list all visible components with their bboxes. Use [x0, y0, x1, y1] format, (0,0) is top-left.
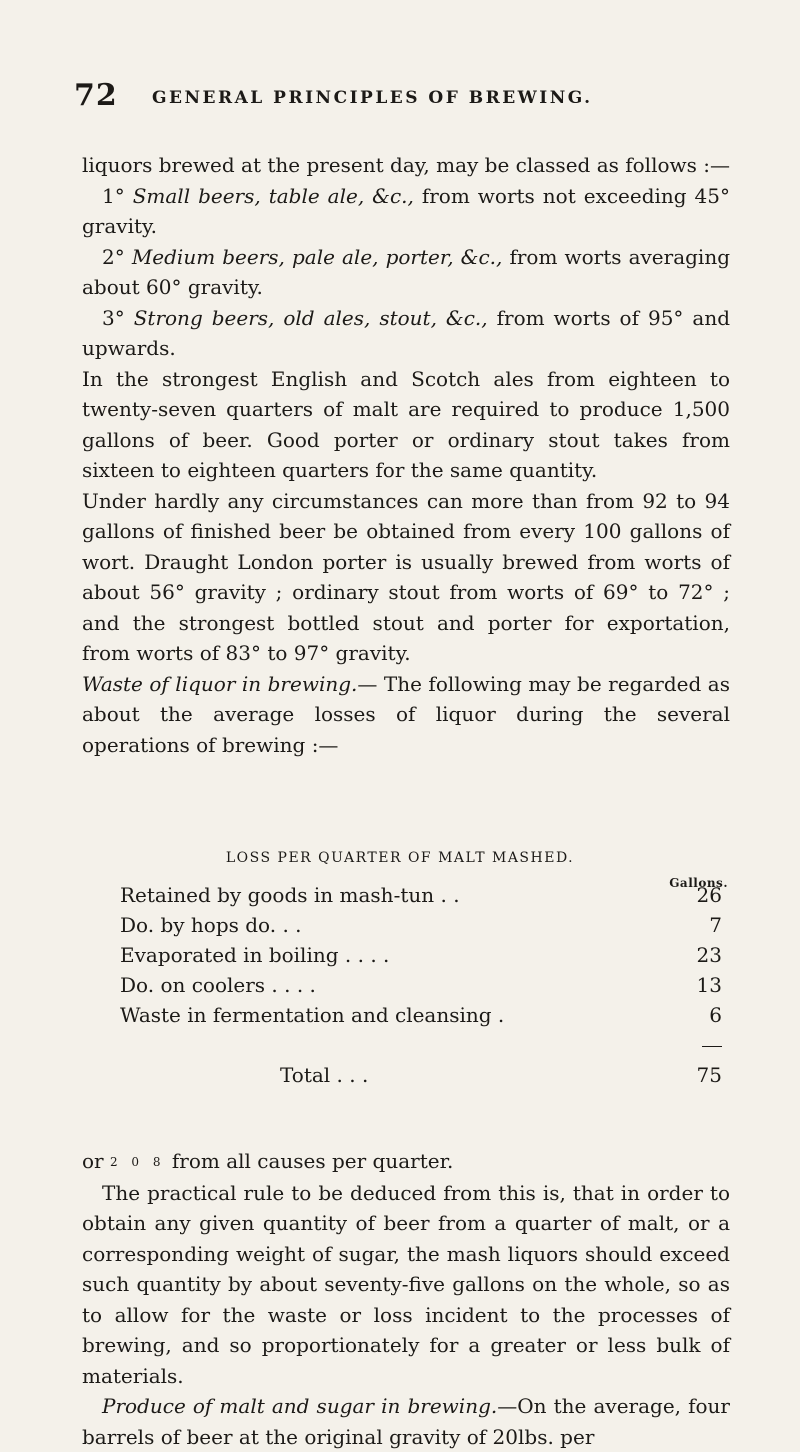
fraction-symbol: 2 0 8 — [109, 1155, 166, 1169]
loss-table-unit: Gallons. — [669, 876, 728, 890]
class-item-2: 2° Medium beers, pale ale, porter, &c., from worts averaging about 60° gravity. — [82, 244, 730, 299]
paragraph-strongest-ales: In the strongest English and Scotch ales from eighteen to twenty-seven quarters of malt are required to produce 1,500 gallons of beer. Good porter or ordinary stout takes from sixteen to eighteen quarters for the same quantity. — [82, 366, 730, 482]
table-row: Do. by hops do. . . 7 — [120, 913, 722, 937]
page-number: 72 — [74, 78, 118, 113]
paragraph-under-circumstances: Under hardly any circumstances can more than from 92 to 94 gallons of finished beer be obtained from every 100 gallons of wort. Draught London porter is usually brewed from worts of about 56° gravity ; ordinary stout from worts of 69° to 72° ; and the strongest bottled stout and porter for exportation, from worts of 83° to 97° gravity. — [82, 488, 730, 665]
class-name: Medium beers, pale ale, porter, &c., — [131, 244, 503, 269]
fraction-line: or 2 0 8 from all causes per quarter. — [82, 1149, 454, 1173]
class-name: Small beers, table ale, &c., — [132, 183, 414, 208]
table-row: Do. on coolers . . . . 13 — [120, 973, 722, 997]
total-value: 75 — [696, 1063, 722, 1087]
total-label: Total . . . — [280, 1063, 369, 1087]
waste-heading: Waste of liquor in brewing. — [82, 671, 358, 696]
produce-heading: Produce of malt and sugar in brewing. — [102, 1394, 498, 1418]
paragraph-waste: Waste of liquor in brewing.— The following may be regarded as about the average losses of liquor during the several operations of brewing :— — [82, 671, 730, 757]
body-text-continued — [82, 1146, 730, 1452]
running-head — [74, 78, 734, 118]
loss-table — [120, 880, 728, 1090]
table-row: Evaporated in boiling . . . . 23 — [120, 943, 722, 967]
paragraph-produce: Produce of malt and sugar in brewing.—On the average, four barrels of beer at the original gravity of 20lbs. per — [82, 1394, 730, 1449]
body-text — [82, 150, 730, 760]
sum-rule-row — [120, 1030, 728, 1060]
loss-table-block — [120, 850, 728, 1090]
intro-paragraph: liquors brewed at the present day, may be classed as follows :— — [82, 153, 730, 177]
running-title: GENERAL PRINCIPLES OF BREWING. — [152, 88, 593, 108]
class-item-1: 1° Small beers, table ale, &c., from worts not exceeding 45° gravity. — [82, 183, 731, 238]
table-row: Waste in fermentation and cleansing . 6 — [120, 1003, 722, 1027]
table-row: Retained by goods in mash-tun . . 26 — [120, 883, 722, 907]
paragraph-practical-rule: The practical rule to be deduced from this is, that in order to obtain any given quantity of beer from a quarter of malt, or a corresponding weight of sugar, the mash liquors should exceed such quantity by about seventy-five gallons on the whole, so as to allow for the waste or loss incident to the processes of brewing, and so proportionately for a greater or less bulk of materials. — [82, 1180, 730, 1388]
class-name: Strong beers, old ales, stout, &c., — [133, 305, 488, 330]
loss-table-title: LOSS PER QUARTER OF MALT MASHED. — [225, 850, 575, 866]
class-item-3: 3° Strong beers, old ales, stout, &c., from worts of 95° and upwards. — [82, 305, 731, 360]
total-row — [120, 1060, 728, 1090]
sum-rule — [702, 1046, 722, 1047]
